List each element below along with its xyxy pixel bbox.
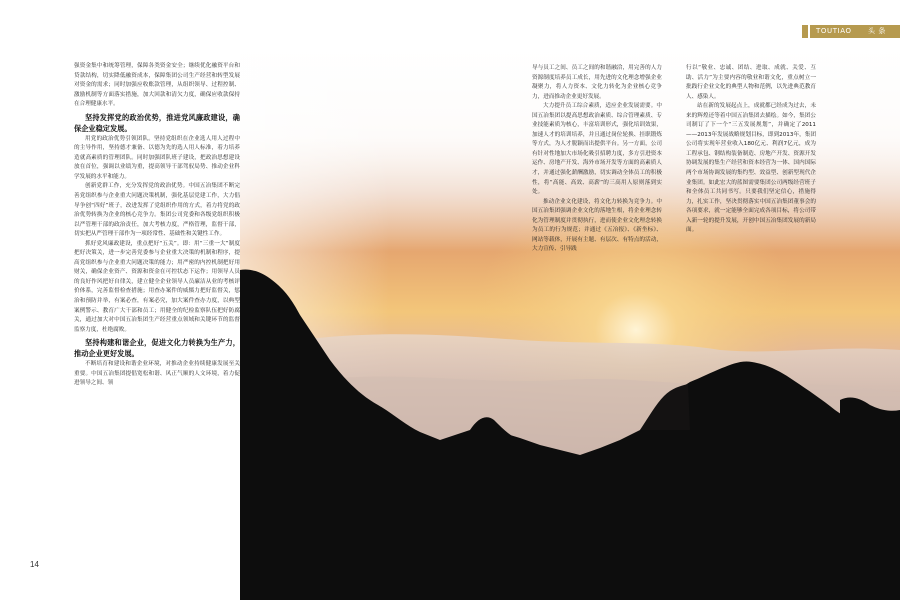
paragraph: 创新党群工作，充分发挥党的政治优势。中国五冶集团不断完善党组织参与企业重大问题决策机制，强化基层党建工作，大力倡导争创“四好”班子，改进发挥了党组织作用的方式，着力将党的政治优势转换为企业的核心竞争力。集团公司党委和各级党组织积极以严管理干部的政治责任，加大考核力度，严格管理，监督干部，切实把从严管理干部作为一项经常性、基础性和关键性工作。 [74, 183, 240, 238]
section-heading: 坚持构建和谐企业，促进文化力转换为生产力，推动企业更好发展。 [74, 338, 240, 359]
section-heading: 坚持发挥党的政治优势，推进党风廉政建设，确保企业稳定发展。 [74, 112, 240, 133]
paragraph: 导与员工之间、员工之间的和谐融洽，用完善的人力资源制度培养员工成长，用先进的文化理念增强企业凝聚力，将人力资本、文化力转化为企业核心竞争力，进而推动企业更好发展。 [532, 65, 662, 100]
paragraph: 强资金集中和统筹管理，保障各类资金安全；继续优化融资平台和贷款结构，切实降低融资成本，保障集团公司生产经营和转型发展对资金的需求；同时加强应收账款管理，从组织领导、过程控制、激励机制等方面落实措施，加大回款和清欠力度，确保应收款保持在合理健康水平。 [74, 63, 240, 108]
right-text-column [686, 64, 816, 236]
paragraph: 抓好党风廉政建设，重点把好“五关”。即：用“三重一大”制度把好决策关，进一步完善党委参与企业重大决策的机制和程序，提高党组织参与企业重大问题决策的能力；用严密的内控机制把好用财关，确保企业资产、资源和资金在可控状态下运作；用领导人员的良好作风把好自律关，建立健全企业领导人员廉洁从业的考核评价体系，完善监督检查措施；用查办案件的威慑力把好监督关，惩治和预防并举，有案必查，有案必究，加大案件查办力度，以典型案例警示、教育广大干部和员工；用健全的纪检监察队伍把好防腐关，通过加大对中国五冶集团生产经营重点领域和关键环节的监督监察力度，杜绝腐败。 [74, 240, 240, 333]
middle-text-column [532, 64, 662, 255]
paragraph: 行以“敬业、忠诚、团结、进取、成就、关爱、互助、活力”为主要内容的敬业和谐文化，重点树立一批践行企业文化的典型人物和范例，以先进典范教育人、感染人。 [686, 65, 816, 100]
header-section: 头 条 [868, 27, 887, 35]
paragraph: 不断培育和建设和谐企业环境，对推动企业持续健康发展至关重要。中国五冶集团提倡宽松和谐、风正气顺的人文环境，着力促进领导之间、领 [74, 361, 240, 387]
paragraph: 推动企业文化建设，将文化力转换为竞争力。中国五冶集团强调企业文化的落地生根，将企业理念转化为管理制度并贯彻执行，进而使企业文化理念转换为员工的行为规范；并通过《五冶报》、《新坐标》、网站等载体，开展有主题、有层次、有特点的活动，大力宣传、引导践 [532, 198, 662, 253]
page-number: 14 [30, 560, 39, 569]
paragraph: 用党的政治优势引领团队。坚持党组织在企业选人用人过程中的主导作用，坚持德才兼备、以德为先的选人用人标准，着力培养造就高素质的管理团队。同时加强团队班子建设，把政治思想建设放在首位，强调以业绩为重，提高领导干部驾驭局势、推动企业科学发展的水平和能力。 [74, 135, 240, 180]
header-accent-bar [802, 25, 808, 38]
section-header-tag [810, 25, 900, 38]
left-text-column [74, 62, 240, 389]
paragraph: 站在新的发展起点上，成就都已经成为过去，未来的辉煌还等着中国五冶集团去描绘。如今，集团公司制订了下一个“三五发展规划”，并确定了2011——2013年发展战略规划目标，即到2013年，集团公司将实现年营业收入180亿元、利润7亿元，成为工程承包、钢结构装备制造、房地产开发、资源开发协调发展的集生产经营和资本经营为一体、国内国际两个市场协调发展的集约型、效益型、创新型现代企业集团。如此宏大的蓝图需要集团公司两级经营班子和全体员工共同书写。只要我们坚定信心，措施得力，扎实工作，坚决贯彻落实中国五冶集团董事会的各项要求，就一定能够全面完成各项目标，将公司带入新一轮的提升发展，开创中国五冶集团发展的新局面。 [686, 103, 816, 234]
paragraph: 大力提升员工综合素质，适应企业发展需要。中国五冶集团以提高思想政治素质、综合管理素质、专业技能素质为核心，丰富培训形式，强化培训效果，加速人才的培训培养，并且通过岗位轮换、挂职锻炼等方式，为人才脱颖而出提供平台。另一方面，公司有针对性地加大市场化吸引招聘力度，多方引进资本运作、房地产开发、海外市场开发等方面的高素质人才，并通过强化薪酬激励，切实调动全体员工的积极性，将“高能、高效、高薪”的三高用人原则落到实处。 [532, 103, 662, 196]
header-brand: TOUTIAO [816, 27, 852, 35]
